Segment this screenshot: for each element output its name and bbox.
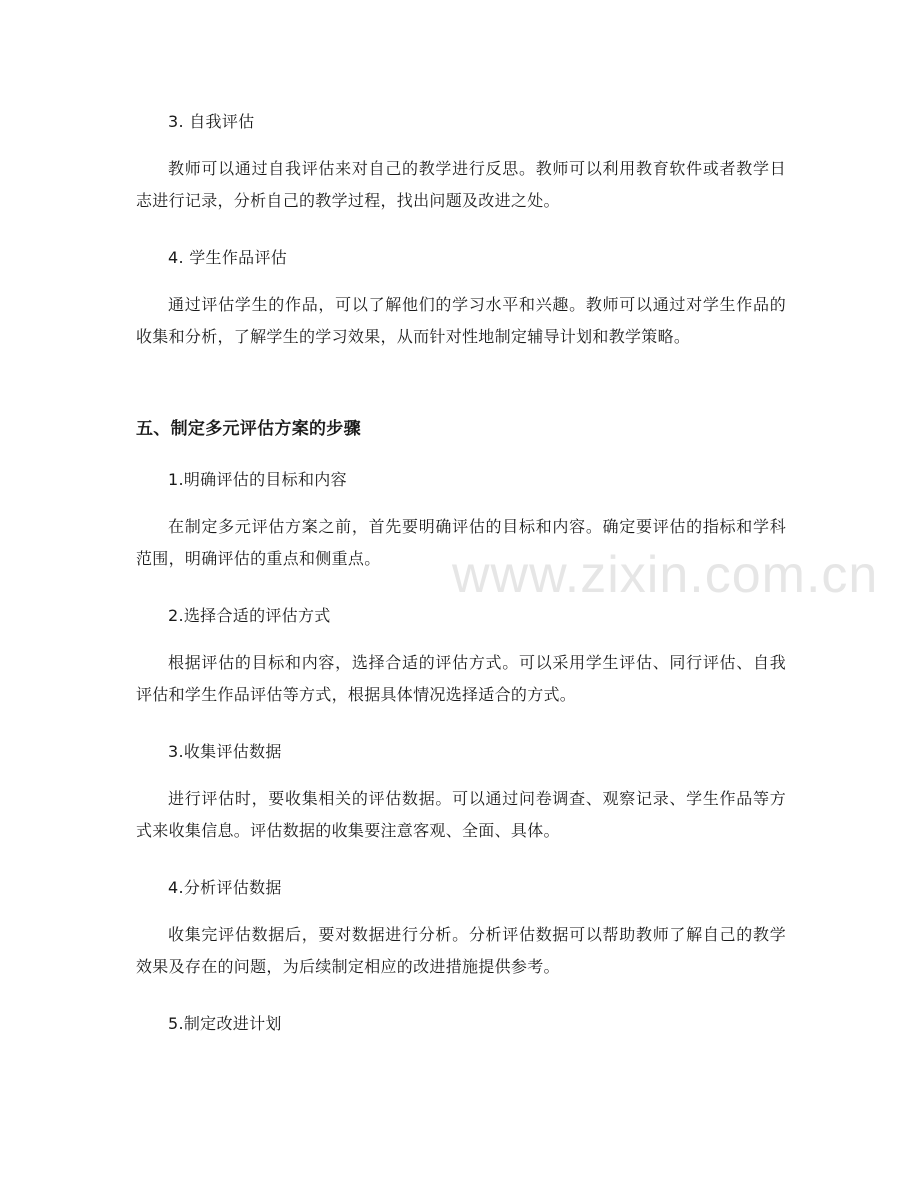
- paragraph-step-1: 在制定多元评估方案之前，首先要明确评估的目标和内容。确定要评估的指标和学科范围，明确评估的重点和侧重点。: [136, 517, 786, 568]
- step-title-4: 4.分析评估数据: [168, 878, 282, 897]
- chapter-title-five: 五、制定多元评估方案的步骤: [136, 419, 361, 439]
- watermark-text: www.zixin.com.cn: [452, 546, 879, 604]
- step-title-1: 1.明确评估的目标和内容: [168, 470, 347, 489]
- step-title-2: 2.选择合适的评估方式: [168, 606, 331, 625]
- step-title-3: 3.收集评估数据: [168, 742, 282, 761]
- step-title-5: 5.制定改进计划: [168, 1014, 282, 1033]
- subsection-title-student-work-assessment: 4. 学生作品评估: [168, 248, 288, 267]
- paragraph-student-work-assessment: 通过评估学生的作品，可以了解他们的学习水平和兴趣。教师可以通过对学生作品的收集和分析，了解学生的学习效果，从而针对性地制定辅导计划和教学策略。: [136, 295, 786, 346]
- subsection-title-self-assessment: 3. 自我评估: [168, 112, 255, 131]
- paragraph-self-assessment: 教师可以通过自我评估来对自己的教学进行反思。教师可以利用教育软件或者教学日志进行记录，分析自己的教学过程，找出问题及改进之处。: [136, 159, 786, 210]
- paragraph-step-4: 收集完评估数据后，要对数据进行分析。分析评估数据可以帮助教师了解自己的教学效果及存在的问题，为后续制定相应的改进措施提供参考。: [136, 925, 786, 976]
- paragraph-step-2: 根据评估的目标和内容，选择合适的评估方式。可以采用学生评估、同行评估、自我评估和学生作品评估等方式，根据具体情况选择适合的方式。: [136, 653, 786, 704]
- paragraph-step-3: 进行评估时，要收集相关的评估数据。可以通过问卷调查、观察记录、学生作品等方式来收集信息。评估数据的收集要注意客观、全面、具体。: [136, 789, 786, 840]
